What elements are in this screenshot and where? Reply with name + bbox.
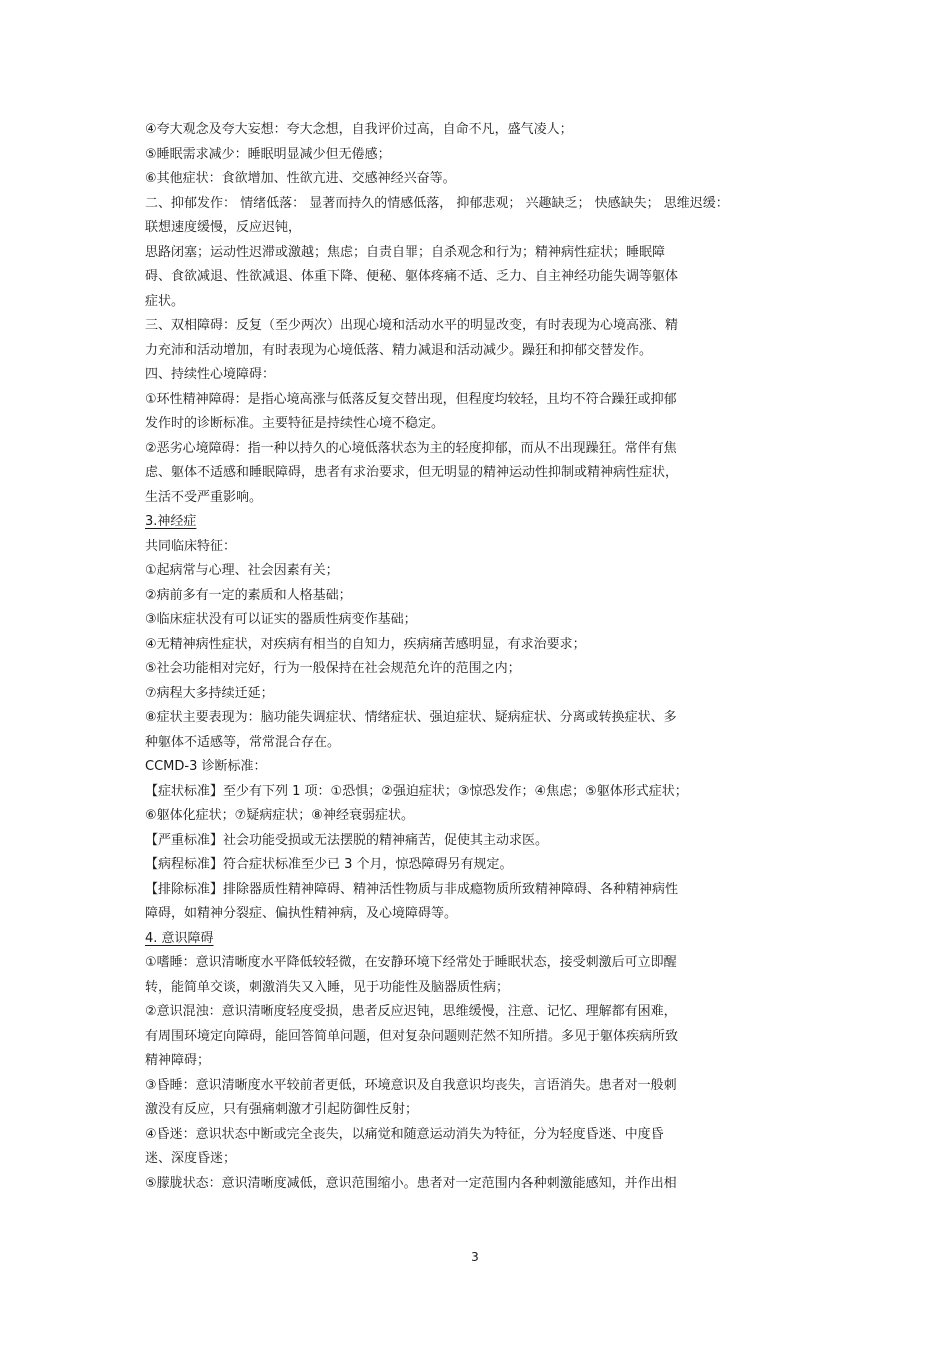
text-line: 【排除标准】排除器质性精神障碍、精神活性物质与非成瘾物质所致精神障碍、各种精神病性: [145, 881, 679, 897]
text-line: 发作时的诊断标准。主要特征是持续性心境不稳定。: [145, 416, 445, 431]
text-line: 【严重标准】社会功能受损或无法摆脱的精神痛苦，促使其主动求医。: [145, 832, 549, 848]
text-line: 四、持续性心境障碍：: [145, 367, 276, 382]
text-line: ⑦病程大多持续迁延；: [145, 685, 274, 701]
text-line: 三、双相障碍：反复（至少两次）出现心境和活动水平的明显改变，有时表现为心境高涨、精: [145, 318, 679, 333]
text-line: 思路闭塞；运动性迟滞或激越；焦虑；自责自罪；自杀观念和行为；精神病性症状；睡眠障: [145, 244, 666, 260]
text-line: ⑧症状主要表现为：脑功能失调症状、情绪症状、强迫症状、疑病症状、分离或转换症状、多: [145, 710, 677, 725]
text-line: 生活不受严重影响。: [145, 489, 263, 505]
text-line: 碍、食欲减退、性欲减退、体重下降、便秘、躯体疼痛不适、乏力、自主神经功能失调等躯体: [145, 269, 679, 284]
text-line: 障碍，如精神分裂症、偏执性精神病，及心境障碍等。: [145, 906, 458, 921]
text-line: 力充沛和活动增加，有时表现为心境低落、精力减退和活动减少。躁狂和抑郁交替发作。: [145, 342, 653, 358]
text-line: 有周围环境定向障碍，能回答简单问题，但对复杂问题则茫然不知所措。多见于躯体疾病所致: [145, 1028, 679, 1044]
text-line: 迷、深度昏迷；: [145, 1151, 237, 1166]
text-line: 联想速度缓慢，反应迟钝，: [145, 220, 302, 235]
text-line: 转，能简单交谈，刺激消失又入睡，见于功能性及脑器质性病；: [145, 979, 510, 995]
section-heading: 3.神经症: [145, 514, 197, 529]
section-heading: 4. 意识障碍: [145, 930, 214, 946]
text-line: ②意识混浊：意识清晰度轻度受损，患者反应迟钝，思维缓慢，注意、记忆、理解都有困难，: [145, 1004, 677, 1019]
text-line: ⑤朦胧状态：意识清晰度减低，意识范围缩小。患者对一定范围内各种刺激能感知，并作出相: [145, 1175, 677, 1191]
text-line: ③昏睡：意识清晰度水平较前者更低，环境意识及自我意识均丧失，言语消失。患者对一般刺: [145, 1077, 677, 1093]
text-line: 共同临床特征：: [145, 538, 237, 554]
page-body: [145, 118, 805, 1196]
text-line: 【病程标准】符合症状标准至少已 3 个月，惊恐障碍另有规定。: [145, 857, 513, 872]
text-line: ①起病常与心理、社会因素有关；: [145, 563, 339, 578]
text-line: CCMD-3 诊断标准：: [145, 759, 267, 774]
text-line: 种躯体不适感等，常常混合存在。: [145, 734, 341, 750]
text-line: 虑、躯体不适感和睡眠障碍，患者有求治要求，但无明显的精神运动性抑制或精神病性症状，: [145, 465, 679, 480]
text-line: 精神障碍；: [145, 1053, 211, 1068]
text-line: ①环性精神障碍：是指心境高涨与低落反复交替出现，但程度均较轻，且均不符合躁狂或抑郁: [145, 391, 677, 407]
text-line: 激没有反应，只有强痛刺激才引起防御性反射；: [145, 1102, 419, 1117]
text-line: 症状。: [145, 293, 185, 309]
page-number: 3: [471, 1250, 479, 1264]
text-line: ④夸大观念及夸大妄想：夸大念想，自我评价过高，自命不凡，盛气凌人；: [145, 122, 573, 137]
text-line: ④昏迷：意识状态中断或完全丧失，以痛觉和随意运动消失为特征，分为轻度昏迷、中度昏: [145, 1126, 664, 1142]
text-line: ⑤睡眠需求减少：睡眠明显减少但无倦感；: [145, 146, 391, 162]
text-line: 二、抑郁发作： 情绪低落： 显著而持久的情感低落， 抑郁悲观； 兴趣缺乏； 快感缺失； 思维迟缓：: [145, 195, 729, 211]
text-line: ⑥躯体化症状；⑦疑病症状；⑧神经衰弱症状。: [145, 808, 414, 823]
text-line: ⑥其他症状：食欲增加、性欲亢进、交感神经兴奋等。: [145, 171, 456, 186]
text-line: ②恶劣心境障碍：指一种以持久的心境低落状态为主的轻度抑郁，而从不出现躁狂。常伴有焦: [145, 440, 677, 456]
text-line: ①嗜睡：意识清晰度水平降低较轻微，在安静环境下经常处于睡眠状态，接受刺激后可立即醒: [145, 955, 677, 970]
text-line: ⑤社会功能相对完好，行为一般保持在社会规范允许的范围之内；: [145, 661, 521, 676]
text-line: ②病前多有一定的素质和人格基础；: [145, 587, 352, 603]
text-line: 【症状标准】至少有下列 1 项：①恐惧；②强迫症状；③惊恐发作；④焦虑；⑤躯体形式症状；: [145, 783, 688, 799]
text-line: ④无精神病性症状，对疾病有相当的自知力，疾病痛苦感明显，有求治要求；: [145, 636, 586, 652]
text-line: ③临床症状没有可以证实的器质性病变作基础；: [145, 612, 417, 627]
